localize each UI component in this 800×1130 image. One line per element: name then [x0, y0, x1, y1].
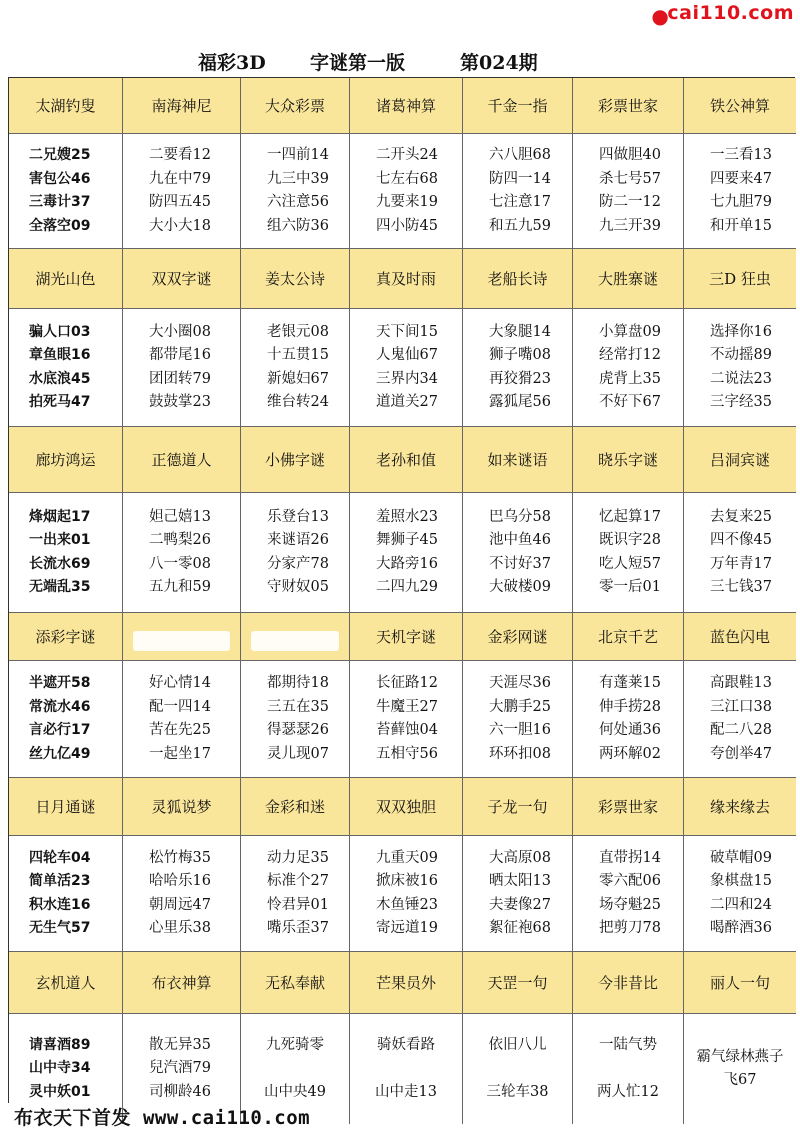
- riddle-line: 万年青17: [710, 555, 772, 572]
- riddle-cell: [684, 836, 796, 952]
- riddle-line: 妲己嬉13: [149, 508, 211, 525]
- riddle-line: 二兄嫂25: [29, 147, 91, 163]
- riddle-line: 九死骑零: [266, 1036, 324, 1053]
- riddle-line: 霸气绿林燕子: [696, 1048, 784, 1065]
- riddle-line: 烽烟起17: [29, 508, 91, 525]
- author-header: 老孙和值: [350, 427, 463, 493]
- author-header: 玄机道人: [9, 952, 123, 1014]
- riddle-line: 三毒计37: [29, 194, 91, 210]
- riddle-cell: [463, 134, 573, 249]
- riddle-line: 丝九亿49: [29, 745, 91, 762]
- author-header: 正德道人: [123, 427, 241, 493]
- riddle-line: 九重天09: [376, 849, 438, 866]
- riddle-line: 九三开39: [599, 217, 661, 234]
- riddle-cell: [123, 493, 241, 613]
- riddle-line: 配一四14: [149, 698, 211, 715]
- riddle-line: 高跟鞋13: [710, 675, 772, 691]
- riddle-line: 再狡猾23: [489, 370, 551, 387]
- watermark-text: cai110.com: [667, 2, 794, 24]
- riddle-line: 絮征袍68: [489, 920, 551, 936]
- riddle-line: 环环扣08: [489, 745, 551, 762]
- riddle-line: 天下间15: [376, 323, 438, 340]
- riddle-line: 标准个27: [267, 873, 329, 889]
- riddle-line: 寄远道19: [376, 920, 438, 936]
- riddle-line: 灵儿现07: [267, 745, 329, 762]
- riddle-cell: [463, 661, 573, 778]
- riddle-line: 请喜酒89: [29, 1036, 91, 1053]
- riddle-line: 山中寺34: [29, 1060, 91, 1077]
- riddle-line: 和五九59: [489, 217, 551, 234]
- riddle-line: 四不像45: [710, 532, 772, 548]
- riddle-line: 积水连16: [29, 896, 91, 913]
- riddle-line: 池中鱼46: [489, 532, 551, 548]
- author-header: 晓乐字谜: [573, 427, 684, 493]
- riddle-line: 七注意17: [489, 194, 551, 210]
- riddle-grid: [8, 77, 795, 1103]
- riddle-cell: [241, 836, 350, 952]
- riddle-cell: [463, 1014, 573, 1124]
- author-header: 真及时雨: [350, 249, 463, 309]
- riddle-line: 七九胆79: [710, 194, 772, 210]
- riddle-line: 一起坐17: [149, 745, 211, 762]
- author-header: 吕洞宾谜: [684, 427, 796, 493]
- riddle-line: 三五在35: [267, 698, 329, 715]
- author-header: 今非昔比: [573, 952, 684, 1014]
- riddle-line: 羞照水23: [376, 508, 438, 525]
- riddle-line: 嘴乐歪37: [267, 920, 329, 936]
- riddle-line: 去复来25: [710, 508, 772, 525]
- site-watermark: [651, 2, 794, 28]
- riddle-line: 来谜语26: [267, 532, 329, 548]
- riddle-line: 半遮开58: [29, 675, 91, 691]
- riddle-line: 八一零08: [149, 555, 211, 572]
- riddle-cell: [350, 134, 463, 249]
- author-header: 子龙一句: [463, 778, 573, 836]
- riddle-cell: [350, 309, 463, 427]
- riddle-line: 六注意56: [267, 194, 329, 210]
- riddle-line: 老银元08: [267, 323, 329, 340]
- riddle-cell: [123, 134, 241, 249]
- riddle-cell: [123, 836, 241, 952]
- author-header: 双双独胆: [350, 778, 463, 836]
- lottery-brand: 福彩3D: [198, 52, 266, 74]
- blurred-header: [251, 631, 339, 651]
- riddle-line: 九要来19: [376, 194, 438, 210]
- author-header: 大胜寨谜: [573, 249, 684, 309]
- author-header: 布衣神算: [123, 952, 241, 1014]
- riddle-line: 都期待18: [267, 675, 329, 691]
- riddle-cell: [123, 661, 241, 778]
- riddle-line: 依旧八儿: [488, 1036, 547, 1053]
- author-header: 千金一指: [463, 78, 573, 134]
- riddle-line: 晒太阳13: [489, 873, 551, 889]
- riddle-line: 和开单15: [710, 217, 772, 234]
- riddle-line: 防四一14: [489, 170, 551, 187]
- riddle-line: 虎背上35: [599, 370, 661, 387]
- riddle-line: 长征路12: [376, 675, 438, 691]
- author-header: 金彩网谜: [463, 613, 573, 661]
- riddle-line: 大路旁16: [376, 555, 438, 572]
- riddle-line: 防二一12: [599, 194, 661, 210]
- riddle-line: 二鸭梨26: [149, 532, 211, 548]
- riddle-cell: [684, 661, 796, 778]
- riddle-line: 何处通36: [599, 722, 661, 738]
- riddle-cell: [9, 661, 123, 778]
- riddle-line: 掀床被16: [376, 873, 438, 889]
- author-header: 日月通谜: [9, 778, 123, 836]
- riddle-line: 小算盘09: [599, 323, 661, 340]
- riddle-line: 鼓鼓掌23: [149, 394, 211, 410]
- riddle-line: 心里乐38: [149, 920, 211, 936]
- author-header: 诸葛神算: [350, 78, 463, 134]
- riddle-line: 夸创举47: [710, 745, 772, 762]
- riddle-line: 防四五45: [149, 194, 211, 210]
- riddle-line: 四要来47: [710, 170, 772, 187]
- author-header: [241, 613, 350, 661]
- riddle-line: 牛魔王27: [376, 698, 438, 715]
- riddle-line: 三界内34: [376, 370, 438, 387]
- riddle-line: 兒汽酒79: [149, 1060, 211, 1077]
- riddle-line: 既识字28: [599, 532, 661, 548]
- riddle-line: 二要看12: [149, 147, 211, 163]
- riddle-line: 简单活23: [29, 873, 91, 889]
- riddle-line: 有蓬莱15: [599, 675, 661, 691]
- riddle-cell: [123, 309, 241, 427]
- riddle-cell: [463, 836, 573, 952]
- riddle-line: 二四和24: [710, 896, 772, 913]
- page-header: [0, 44, 800, 76]
- riddle-cell: [350, 1014, 463, 1124]
- riddle-cell: [9, 309, 123, 427]
- riddle-cell: [241, 661, 350, 778]
- riddle-line: 不讨好37: [489, 555, 551, 572]
- riddle-cell: [350, 661, 463, 778]
- riddle-line: 水底浪45: [29, 370, 91, 387]
- riddle-line: 山中走13: [375, 1084, 437, 1100]
- riddle-line: 长流水69: [29, 555, 91, 572]
- riddle-line: 好心情14: [149, 675, 211, 691]
- riddle-line: 大破楼09: [489, 579, 551, 595]
- riddle-line: 二四九29: [376, 579, 438, 595]
- author-header: 彩票世家: [573, 778, 684, 836]
- author-header: 铁公神算: [684, 78, 796, 134]
- riddle-line: 五相守56: [376, 745, 438, 762]
- author-header: [123, 613, 241, 661]
- author-header: 湖光山色: [9, 249, 123, 309]
- riddle-line: 六一胆16: [489, 722, 551, 738]
- riddle-line: 分家产78: [267, 555, 329, 572]
- riddle-cell: [573, 493, 684, 613]
- riddle-line: 二开头24: [376, 147, 438, 163]
- author-header: 姜太公诗: [241, 249, 350, 309]
- riddle-line: 三七钱37: [710, 579, 772, 595]
- riddle-line: 把剪刀78: [599, 920, 661, 936]
- author-header: 无私奉献: [241, 952, 350, 1014]
- riddle-line: 动力足35: [267, 849, 329, 866]
- riddle-line: 维台转24: [267, 394, 329, 410]
- riddle-line: 人鬼仙67: [376, 347, 438, 363]
- riddle-line: 乐登台13: [267, 508, 329, 525]
- riddle-line: 骑妖看路: [377, 1036, 435, 1053]
- riddle-cell: [684, 1014, 796, 1124]
- riddle-line: 骗人口03: [29, 323, 91, 340]
- author-header: 缘来缘去: [684, 778, 796, 836]
- riddle-line: 露狐尾56: [489, 394, 551, 410]
- author-header: 双双字谜: [123, 249, 241, 309]
- author-header: 灵狐说梦: [123, 778, 241, 836]
- author-header: 蓝色闪电: [684, 613, 796, 661]
- watermark-bullet-icon: ●: [651, 4, 670, 28]
- riddle-line: 道道关27: [376, 394, 438, 410]
- riddle-line: 大小大18: [149, 217, 211, 234]
- issue-number: 第024期: [460, 52, 538, 74]
- riddle-line: 一三看13: [710, 147, 772, 163]
- riddle-line: 司柳龄46: [149, 1083, 211, 1100]
- riddle-cell: [241, 134, 350, 249]
- author-header: 三D 狂虫: [684, 249, 796, 309]
- riddle-cell: [573, 309, 684, 427]
- riddle-line: 选择你16: [710, 323, 772, 340]
- riddle-line: 松竹梅35: [149, 849, 211, 866]
- riddle-line: 忆起算17: [599, 508, 661, 525]
- riddle-line: 灵中妖01: [29, 1083, 91, 1100]
- riddle-line: 破草帽09: [710, 849, 772, 866]
- author-header: 金彩和迷: [241, 778, 350, 836]
- author-header: 添彩字谜: [9, 613, 123, 661]
- riddle-line: 经常打12: [599, 347, 661, 363]
- riddle-line: 天涯尽36: [489, 675, 551, 691]
- riddle-line: 得瑟瑟26: [267, 722, 329, 738]
- riddle-cell: [350, 836, 463, 952]
- riddle-line: 配二八28: [710, 722, 772, 738]
- riddle-line: 木鱼锤23: [376, 896, 438, 913]
- riddle-cell: [350, 493, 463, 613]
- riddle-line: 四小防45: [376, 217, 438, 234]
- riddle-line: 零一后01: [599, 579, 661, 595]
- riddle-line: 全落空09: [29, 217, 91, 234]
- riddle-line: 一陆气势: [599, 1036, 657, 1053]
- riddle-line: 七左右68: [376, 170, 438, 187]
- riddle-cell: [241, 493, 350, 613]
- author-header: 南海神尼: [123, 78, 241, 134]
- author-header: 老船长诗: [463, 249, 573, 309]
- riddle-line: 害包公46: [29, 170, 91, 187]
- riddle-cell: [463, 309, 573, 427]
- riddle-line: 朝周远47: [149, 896, 211, 913]
- riddle-line: 大小圈08: [149, 323, 211, 340]
- riddle-cell: [573, 836, 684, 952]
- riddle-line: 舞狮子45: [376, 532, 438, 548]
- riddle-line: 三轮车38: [486, 1084, 549, 1100]
- riddle-line: 九三中39: [267, 170, 329, 187]
- riddle-cell: [573, 134, 684, 249]
- riddle-line: 苔藓蚀04: [376, 722, 438, 738]
- author-header: 丽人一句: [684, 952, 796, 1014]
- riddle-line: 山中央49: [264, 1084, 326, 1100]
- riddle-line: 不好下67: [599, 394, 661, 410]
- riddle-line: 哈哈乐16: [149, 873, 211, 889]
- riddle-line: 十五贯15: [267, 347, 329, 363]
- author-header: 如来谜语: [463, 427, 573, 493]
- riddle-line: 无端乱35: [29, 579, 91, 595]
- riddle-line: 不动摇89: [710, 347, 772, 363]
- author-header: 太湖钓叟: [9, 78, 123, 134]
- riddle-line: 场夺魁25: [599, 896, 661, 913]
- footer-credit: 布衣天下首发 www.cai110.com: [14, 1107, 311, 1129]
- riddle-line: 象棋盘15: [710, 873, 772, 889]
- riddle-line: 二说法23: [710, 370, 772, 387]
- riddle-line: 团团转79: [149, 370, 211, 387]
- riddle-line: 巴乌分58: [489, 508, 551, 525]
- riddle-line: 夫妻像27: [489, 896, 551, 913]
- author-header: 彩票世家: [573, 78, 684, 134]
- riddle-line: 六八胆68: [489, 147, 551, 163]
- author-header: 大众彩票: [241, 78, 350, 134]
- riddle-line: 伸手捞28: [599, 698, 661, 715]
- riddle-line: 苦在先25: [149, 722, 211, 738]
- author-header: 天机字谜: [350, 613, 463, 661]
- riddle-cell: [9, 493, 123, 613]
- riddle-line: 组六防36: [267, 217, 329, 234]
- riddle-line: 狮子嘴08: [489, 347, 551, 363]
- riddle-line: 守财奴05: [267, 579, 329, 595]
- riddle-line: 飞67: [723, 1072, 757, 1088]
- riddle-cell: [241, 309, 350, 427]
- author-header: 小佛字谜: [241, 427, 350, 493]
- author-header: 廊坊鸿运: [9, 427, 123, 493]
- riddle-line: 一四前14: [267, 147, 329, 163]
- riddle-line: 九在中79: [149, 170, 211, 187]
- riddle-cell: [684, 134, 796, 249]
- riddle-line: 两人忙12: [597, 1084, 659, 1100]
- riddle-line: 都带尾16: [149, 347, 211, 363]
- riddle-line: 两环解02: [599, 745, 661, 762]
- riddle-cell: [573, 661, 684, 778]
- riddle-cell: [684, 493, 796, 613]
- riddle-line: 大高原08: [489, 849, 551, 866]
- riddle-line: 拍死马47: [29, 394, 91, 410]
- riddle-line: 零六配06: [599, 873, 661, 889]
- riddle-line: 新媳妇67: [267, 370, 329, 387]
- page-title: 字谜第一版: [310, 52, 406, 74]
- riddle-line: 喝醉酒36: [710, 920, 772, 936]
- riddle-cell: [463, 493, 573, 613]
- riddle-line: 章鱼眼16: [29, 347, 91, 363]
- riddle-line: 无生气57: [29, 920, 91, 936]
- riddle-cell: [9, 836, 123, 952]
- author-header: 芒果员外: [350, 952, 463, 1014]
- riddle-line: 一出来01: [29, 532, 91, 548]
- riddle-line: 怜君异01: [267, 896, 329, 913]
- riddle-line: 四轮车04: [29, 849, 91, 866]
- riddle-line: 五九和59: [149, 579, 211, 595]
- riddle-line: 言必行17: [29, 722, 91, 738]
- riddle-line: 散无异35: [149, 1036, 211, 1053]
- blurred-header: [133, 631, 230, 651]
- riddle-line: 吃人短57: [599, 555, 661, 572]
- riddle-line: 杀七号57: [599, 170, 661, 187]
- riddle-cell: [684, 309, 796, 427]
- author-header: 北京千艺: [573, 613, 684, 661]
- riddle-line: 三字经35: [710, 394, 772, 410]
- riddle-line: 大象腿14: [489, 323, 551, 340]
- author-header: 天罡一句: [463, 952, 573, 1014]
- riddle-line: 直带拐14: [599, 849, 661, 866]
- riddle-cell: [9, 134, 123, 249]
- riddle-line: 四做胆40: [599, 147, 661, 163]
- riddle-cell: [573, 1014, 684, 1124]
- riddle-line: 常流水46: [29, 698, 91, 715]
- riddle-line: 大鹏手25: [489, 698, 551, 715]
- riddle-line: 三江口38: [710, 698, 772, 715]
